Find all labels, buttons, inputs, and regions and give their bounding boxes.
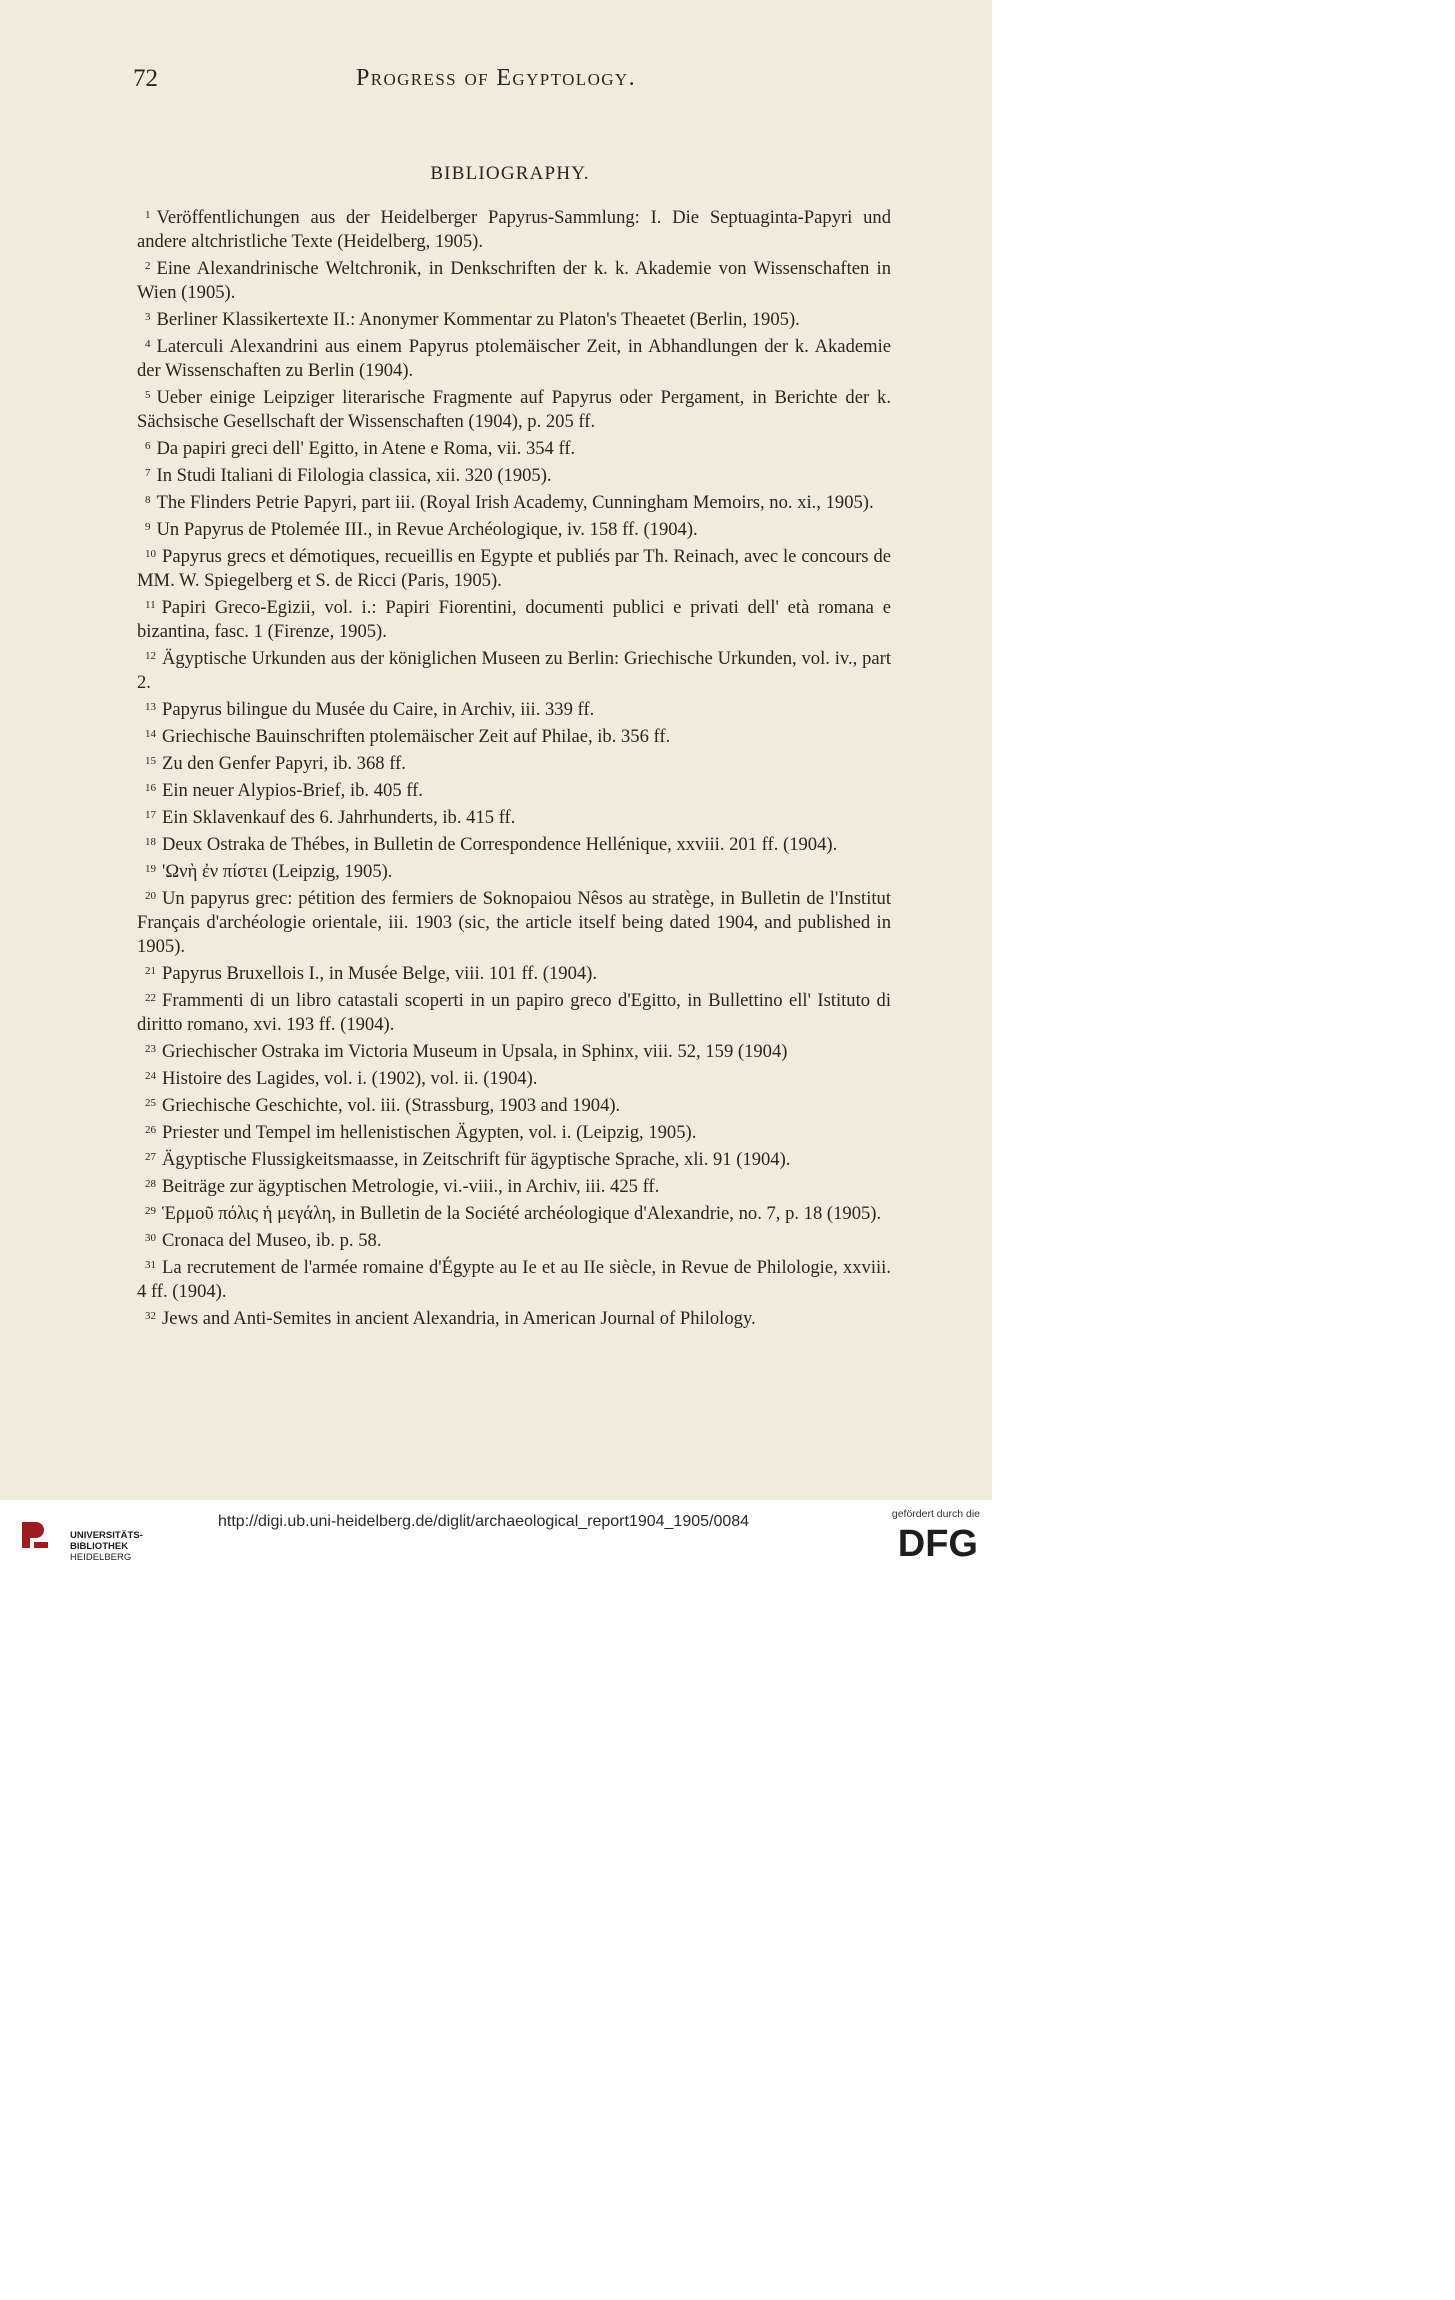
permalink-url[interactable]: http://digi.ub.uni-heidelberg.de/diglit/archaeological_report1904_1905/0084 (218, 1513, 750, 1530)
entry-text: Laterculi Alexandrini aus einem Papyrus ptolemäischer Zeit, in Abhandlungen der k. Akademie der Wissenschaften zu Berlin (1904). (137, 336, 891, 381)
bibliography-entry (137, 332, 891, 383)
footnote-number: 11 (145, 599, 156, 611)
entry-text: Ägyptische Flussigkeitsmaasse, in Zeitschrift für ägyptische Sprache, xli. 91 (1904). (162, 1149, 791, 1170)
footnote-number: 30 (145, 1232, 156, 1244)
university-library-logo[interactable] (12, 1512, 162, 1563)
bibliography-entry (137, 305, 891, 332)
entry-text: Priester und Tempel im hellenistischen Ägypten, vol. i. (Leipzig, 1905). (162, 1122, 697, 1143)
bibliography-entry (137, 1064, 891, 1091)
entry-text: Papyrus grecs et démotiques, recueillis en Egypte et publiés par Th. Reinach, avec le concours de MM. W. Spiegelberg et S. de Ricci (Paris, 1905). (137, 546, 891, 591)
bibliography-entry (137, 857, 891, 884)
entry-text: Zu den Genfer Papyri, ib. 368 ff. (162, 753, 406, 774)
footnote-number: 25 (145, 1097, 156, 1109)
footnote-number: 12 (145, 650, 156, 662)
footnote-number: 4 (145, 338, 151, 350)
section-title: BIBLIOGRAPHY. (430, 163, 590, 184)
bibliography-entry (137, 1118, 891, 1145)
footnote-number: 20 (145, 890, 156, 902)
bibliography-entry (137, 1253, 891, 1304)
footnote-number: 6 (145, 440, 151, 452)
library-emblem-icon (12, 1512, 58, 1558)
bibliography-entry (137, 383, 891, 434)
footnote-number: 17 (145, 809, 156, 821)
page-number: 72 (133, 65, 158, 92)
bibliography-entry (137, 1091, 891, 1118)
footnote-number: 21 (145, 965, 156, 977)
institution-name: UNIVERSITÄTS- BIBLIOTHEK HEIDELBERG (70, 1530, 143, 1563)
entry-text: Beiträge zur ägyptischen Metrologie, vi.-viii., in Archiv, iii. 425 ff. (162, 1176, 660, 1197)
entry-text: The Flinders Petrie Papyri, part iii. (Royal Irish Academy, Cunningham Memoirs, no. xi., 1905). (156, 492, 874, 513)
footer (0, 1500, 992, 1568)
bibliography-entry (137, 1037, 891, 1064)
entry-text: Da papiri greci dell' Egitto, in Atene e Roma, vii. 354 ff. (156, 438, 576, 459)
entry-text: Griechischer Ostraka im Victoria Museum in Upsala, in Sphinx, viii. 52, 159 (1904) (162, 1041, 788, 1062)
footnote-number: 23 (145, 1043, 156, 1055)
bibliography-entry (137, 695, 891, 722)
bibliography-entry (137, 1304, 891, 1331)
bibliography-entry (137, 986, 891, 1037)
bibliography-entry (137, 1145, 891, 1172)
entry-text: 'Ωνὴ ἐν πίστει (Leipzig, 1905). (162, 861, 393, 882)
footnote-number: 9 (145, 521, 151, 533)
footnote-number: 3 (145, 311, 151, 323)
footnote-number: 1 (145, 209, 151, 221)
entry-text: Veröffentlichungen aus der Heidelberger Papyrus-Sammlung: I. Die Septuaginta-Papyri und andere altchristliche Texte (Heidelberg, 1905). (137, 207, 891, 252)
entry-text: Jews and Anti-Semites in ancient Alexandria, in American Journal of Philology. (162, 1308, 756, 1329)
entry-text: Papiri Greco-Egizii, vol. i.: Papiri Fiorentini, documenti publici e privati dell' età romana e bizantina, fasc. 1 (Firenze, 1905). (137, 597, 891, 642)
footnote-number: 26 (145, 1124, 156, 1136)
bibliography-entry (137, 1172, 891, 1199)
entry-text: Ἑρμοῦ πόλις ἡ μεγάλη, in Bulletin de la Société archéologique d'Alexandrie, no. 7, p. 18 (1905). (162, 1203, 882, 1224)
footnote-number: 5 (145, 389, 151, 401)
entry-text: Berliner Klassikertexte II.: Anonymer Kommentar zu Platon's Theaetet (Berlin, 1905). (156, 309, 800, 330)
footnote-number: 29 (145, 1205, 156, 1217)
entry-text: Eine Alexandrinische Weltchronik, in Denkschriften der k. k. Akademie von Wissenschaften in Wien (1905). (137, 258, 891, 303)
dfg-logo[interactable] (870, 1522, 980, 1560)
entry-text: Un Papyrus de Ptolemée III., in Revue Archéologique, iv. 158 ff. (1904). (156, 519, 698, 540)
bibliography-entry (137, 959, 891, 986)
bibliography-entry (137, 722, 891, 749)
footnote-number: 22 (145, 992, 156, 1004)
footnote-number: 27 (145, 1151, 156, 1163)
entry-text: Frammenti di un libro catastali scoperti in un papiro greco d'Egitto, in Bullettino ell' Istituto di diritto romano, xvi. 193 ff. (1904). (137, 990, 891, 1035)
footnote-number: 18 (145, 836, 156, 848)
footnote-number: 19 (145, 863, 156, 875)
entry-text: Un papyrus grec: pétition des fermiers de Soknopaiou Nêsos au stratège, in Bulletin de l'Institut Français d'archéologie orientale, iii. 1903 (sic, the article itself being dated 1904, and published in 1905). (137, 888, 891, 957)
running-title: Progress of Egyptology. (355, 65, 637, 91)
bibliography-entry (137, 593, 891, 644)
footnote-number: 15 (145, 755, 156, 767)
running-head (0, 63, 992, 97)
bibliography-entry (137, 644, 891, 695)
footnote-number: 8 (145, 494, 151, 506)
bibliography-entry (137, 884, 891, 959)
bibliography-entry (137, 749, 891, 776)
footnote-number: 14 (145, 728, 156, 740)
bibliography-entry (137, 1199, 891, 1226)
entry-text: Histoire des Lagides, vol. i. (1902), vol. ii. (1904). (162, 1068, 538, 1089)
entry-text: Ein neuer Alypios-Brief, ib. 405 ff. (162, 780, 423, 801)
entry-text: Ägyptische Urkunden aus der königlichen Museen zu Berlin: Griechische Urkunden, vol. iv., part 2. (137, 648, 891, 693)
bibliography-list (137, 203, 891, 1331)
entry-text: La recrutement de l'armée romaine d'Égypte au Ie et au IIe siècle, in Revue de Philologie, xxviii. 4 ff. (1904). (137, 1257, 891, 1302)
entry-text: Deux Ostraka de Thébes, in Bulletin de Correspondence Hellénique, xxviii. 201 ff. (1904). (162, 834, 838, 855)
bibliography-entry (137, 434, 891, 461)
footnote-number: 16 (145, 782, 156, 794)
entry-text: Ein Sklavenkauf des 6. Jahrhunderts, ib. 415 ff. (162, 807, 516, 828)
bibliography-entry (137, 803, 891, 830)
scanned-page (0, 0, 992, 1500)
entry-text: In Studi Italiani di Filologia classica, xii. 320 (1905). (156, 465, 552, 486)
bibliography-entry (137, 203, 891, 254)
entry-text: Ueber einige Leipziger literarische Fragmente auf Papyrus oder Pergament, in Berichte der k. Sächsische Gesellschaft der Wissenschaften (1904), p. 205 ff. (137, 387, 891, 432)
bibliography-entry (137, 830, 891, 857)
funding-note: gefördert durch die (891, 1508, 980, 1520)
bibliography-entry (137, 1226, 891, 1253)
footnote-number: 31 (145, 1259, 156, 1271)
bibliography-entry (137, 515, 891, 542)
entry-text: Papyrus Bruxellois I., in Musée Belge, viii. 101 ff. (1904). (162, 963, 598, 984)
funding-credit (870, 1508, 980, 1560)
bibliography-entry (137, 542, 891, 593)
entry-text: Griechische Geschichte, vol. iii. (Strassburg, 1903 and 1904). (162, 1095, 621, 1116)
footnote-number: 2 (145, 260, 151, 272)
footnote-number: 7 (145, 467, 151, 479)
bibliography-entry (137, 254, 891, 305)
bibliography-entry (137, 461, 891, 488)
bibliography-entry (137, 488, 891, 515)
footnote-number: 28 (145, 1178, 156, 1190)
dfg-logo-text: DFG (897, 1523, 978, 1560)
footnote-number: 32 (145, 1310, 156, 1322)
footnote-number: 13 (145, 701, 156, 713)
entry-text: Cronaca del Museo, ib. p. 58. (162, 1230, 382, 1251)
footnote-number: 10 (145, 548, 156, 560)
entry-text: Papyrus bilingue du Musée du Caire, in Archiv, iii. 339 ff. (162, 699, 595, 720)
bibliography-entry (137, 776, 891, 803)
entry-text: Griechische Bauinschriften ptolemäischer Zeit auf Philae, ib. 356 ff. (162, 726, 671, 747)
footnote-number: 24 (145, 1070, 156, 1082)
